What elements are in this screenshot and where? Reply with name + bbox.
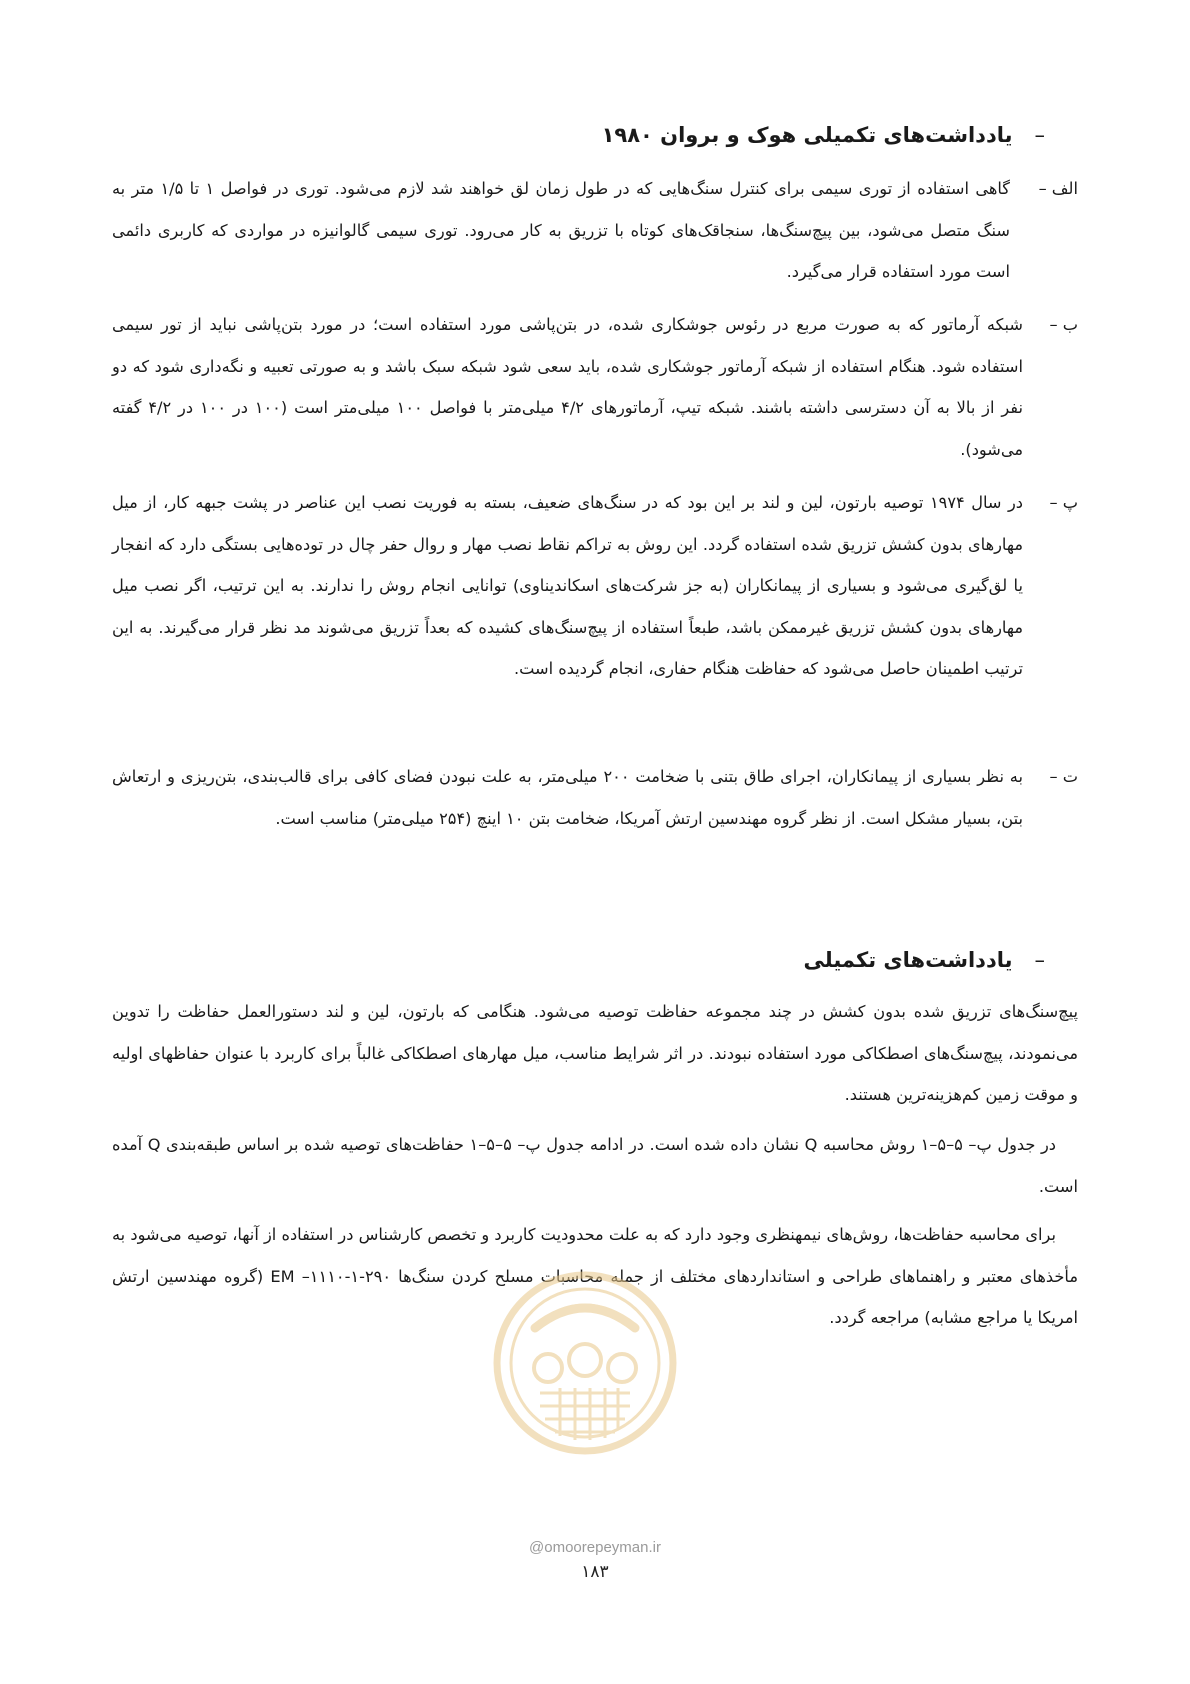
note-item-be xyxy=(112,304,1078,470)
item-marker: ب – xyxy=(1049,315,1078,334)
item-marker: پ – xyxy=(1049,493,1078,512)
section-heading-text: یادداشت‌های تکمیلی xyxy=(803,948,1013,972)
watermark-stamp-logo xyxy=(490,1268,680,1458)
item-marker: ت – xyxy=(1049,767,1078,786)
section-heading-hoek-brown xyxy=(345,120,1045,150)
heading-dash: – xyxy=(1034,123,1045,147)
paragraph-1: پیچ‌سنگ‌های تزریق شده بدون کشش در چند مجموعه حفاظت توصیه می‌شود. هنگامی که بارتون، لین و لند دستورالعمل حفاظت را تدوین می‌نمودند، پیچ‌سنگ‌های اصطکاکی مورد استفاده نبودند. در اثر شرایط مناسب، میل مهارهای اصطکاکی غالباً برای کاربرد با عنوان حفاظهای اولیه و موقت زمین کم‌هزینه‌ترین هستند. xyxy=(112,1002,1078,1104)
footer-website: @omoorepeyman.ir xyxy=(529,1539,661,1556)
paragraph-3: برای محاسبه حفاظت‌ها، روش‌های نیمهنظری وجود دارد که به علت محدودیت کاربرد و تخصص کارشناس در استفاده از آنها، توصیه می‌شود به مأخذهای معتبر و راهنماهای طراحی و استانداردهای مختلف از جمله محاسبات مسلح کردن سنگ‌ها EM –۱۱۱۰-۱-۲۹۰ (گروه مهندسین ارتش امریکا یا مراجع مشابه) مراجعه گردد. xyxy=(112,1225,1078,1327)
item-text: در سال ۱۹۷۴ توصیه بارتون، لین و لند بر این بود که در سنگ‌های ضعیف، بسته به فوریت نصب این عناصر در پشت جبهه کار، از میل مهارهای بدون کشش تزریق شده استفاده گردد. این روش به تراکم نقاط نصب مهار و روال حفر چال در توده‌هایی بستگی دارد که انفجار یا لق‌گیری می‌شود و بسیاری از پیمانکاران (به جز شرکت‌های اسکاندیناوی) توانایی انجام روش را ندارند. به این ترتیب، اگر نصب میل مهارهای بدون کشش تزریق غیرممکن باشد، طبعاً استفاده از پیچ‌سنگ‌های کشیده که بعداً تزریق می‌شوند مد نظر قرار می‌گیرند. به این ترتیب اطمینان حاصل می‌شود که حفاظت هنگام حفاری، انجام گردیده است. xyxy=(112,493,1023,678)
section-heading-supplementary xyxy=(345,945,1045,975)
item-text: گاهی استفاده از توری سیمی برای کنترل سنگ‌هایی که در طول زمان لق خواهند شد لازم می‌شود. توری در فواصل ۱ تا ۱/۵ متر به سنگ متصل می‌شود، بین پیچ‌سنگ‌ها، سنجاقک‌های کوتاه با تزریق به کار می‌رود. توری سیمی گالوانیزه در مواردی که کاربری دائمی است مورد استفاده قرار می‌گیرد. xyxy=(112,179,1011,281)
item-marker: الف – xyxy=(1038,179,1078,198)
note-item-pe xyxy=(112,482,1078,690)
page-number: ۱۸۳ xyxy=(581,1562,609,1582)
section-heading-text: یادداشت‌های تکمیلی هوک و بروان ۱۹۸۰ xyxy=(601,123,1013,147)
item-text: شبکه آرماتور که به صورت مربع در رئوس جوشکاری شده، در بتن‌پاشی مورد استفاده است؛ در مورد بتن‌پاشی نباید از تور سیمی استفاده شود. هنگام استفاده از شبکه آرماتور جوشکاری شده، باید سعی شود شبکه سبک باشد و به صورتی تعبیه و نگه‌داری شود که دو نفر از بالا به آن دسترسی داشته باشند. شبکه تیپ، آرماتورهای ۴/۲ میلی‌متر با فواصل ۱۰۰ میلی‌متر است (۱۰۰ در ۱۰۰ در ۴/۲ گفته می‌شود). xyxy=(112,315,1023,459)
note-item-alef xyxy=(112,168,1078,293)
paragraph-2: در جدول پ– ۵–۵–۱ روش محاسبه Q نشان داده شده است. در ادامه جدول پ– ۵–۵–۱ حفاظت‌های توصیه شده بر اساس طبقه‌بندی Q آمده است. xyxy=(112,1135,1078,1196)
heading-dash: – xyxy=(1034,948,1045,972)
item-text: به نظر بسیاری از پیمانکاران، اجرای طاق بتنی با ضخامت ۲۰۰ میلی‌متر، به علت نبودن فضای کافی برای قالب‌بندی، بتن‌ریزی و ارتعاش بتن، بسیار مشکل است. از نظر گروه مهندسین ارتش آمریکا، ضخامت بتن ۱۰ اینچ (۲۵۴ میلی‌متر) مناسب است. xyxy=(112,767,1023,828)
note-item-te xyxy=(112,756,1078,839)
